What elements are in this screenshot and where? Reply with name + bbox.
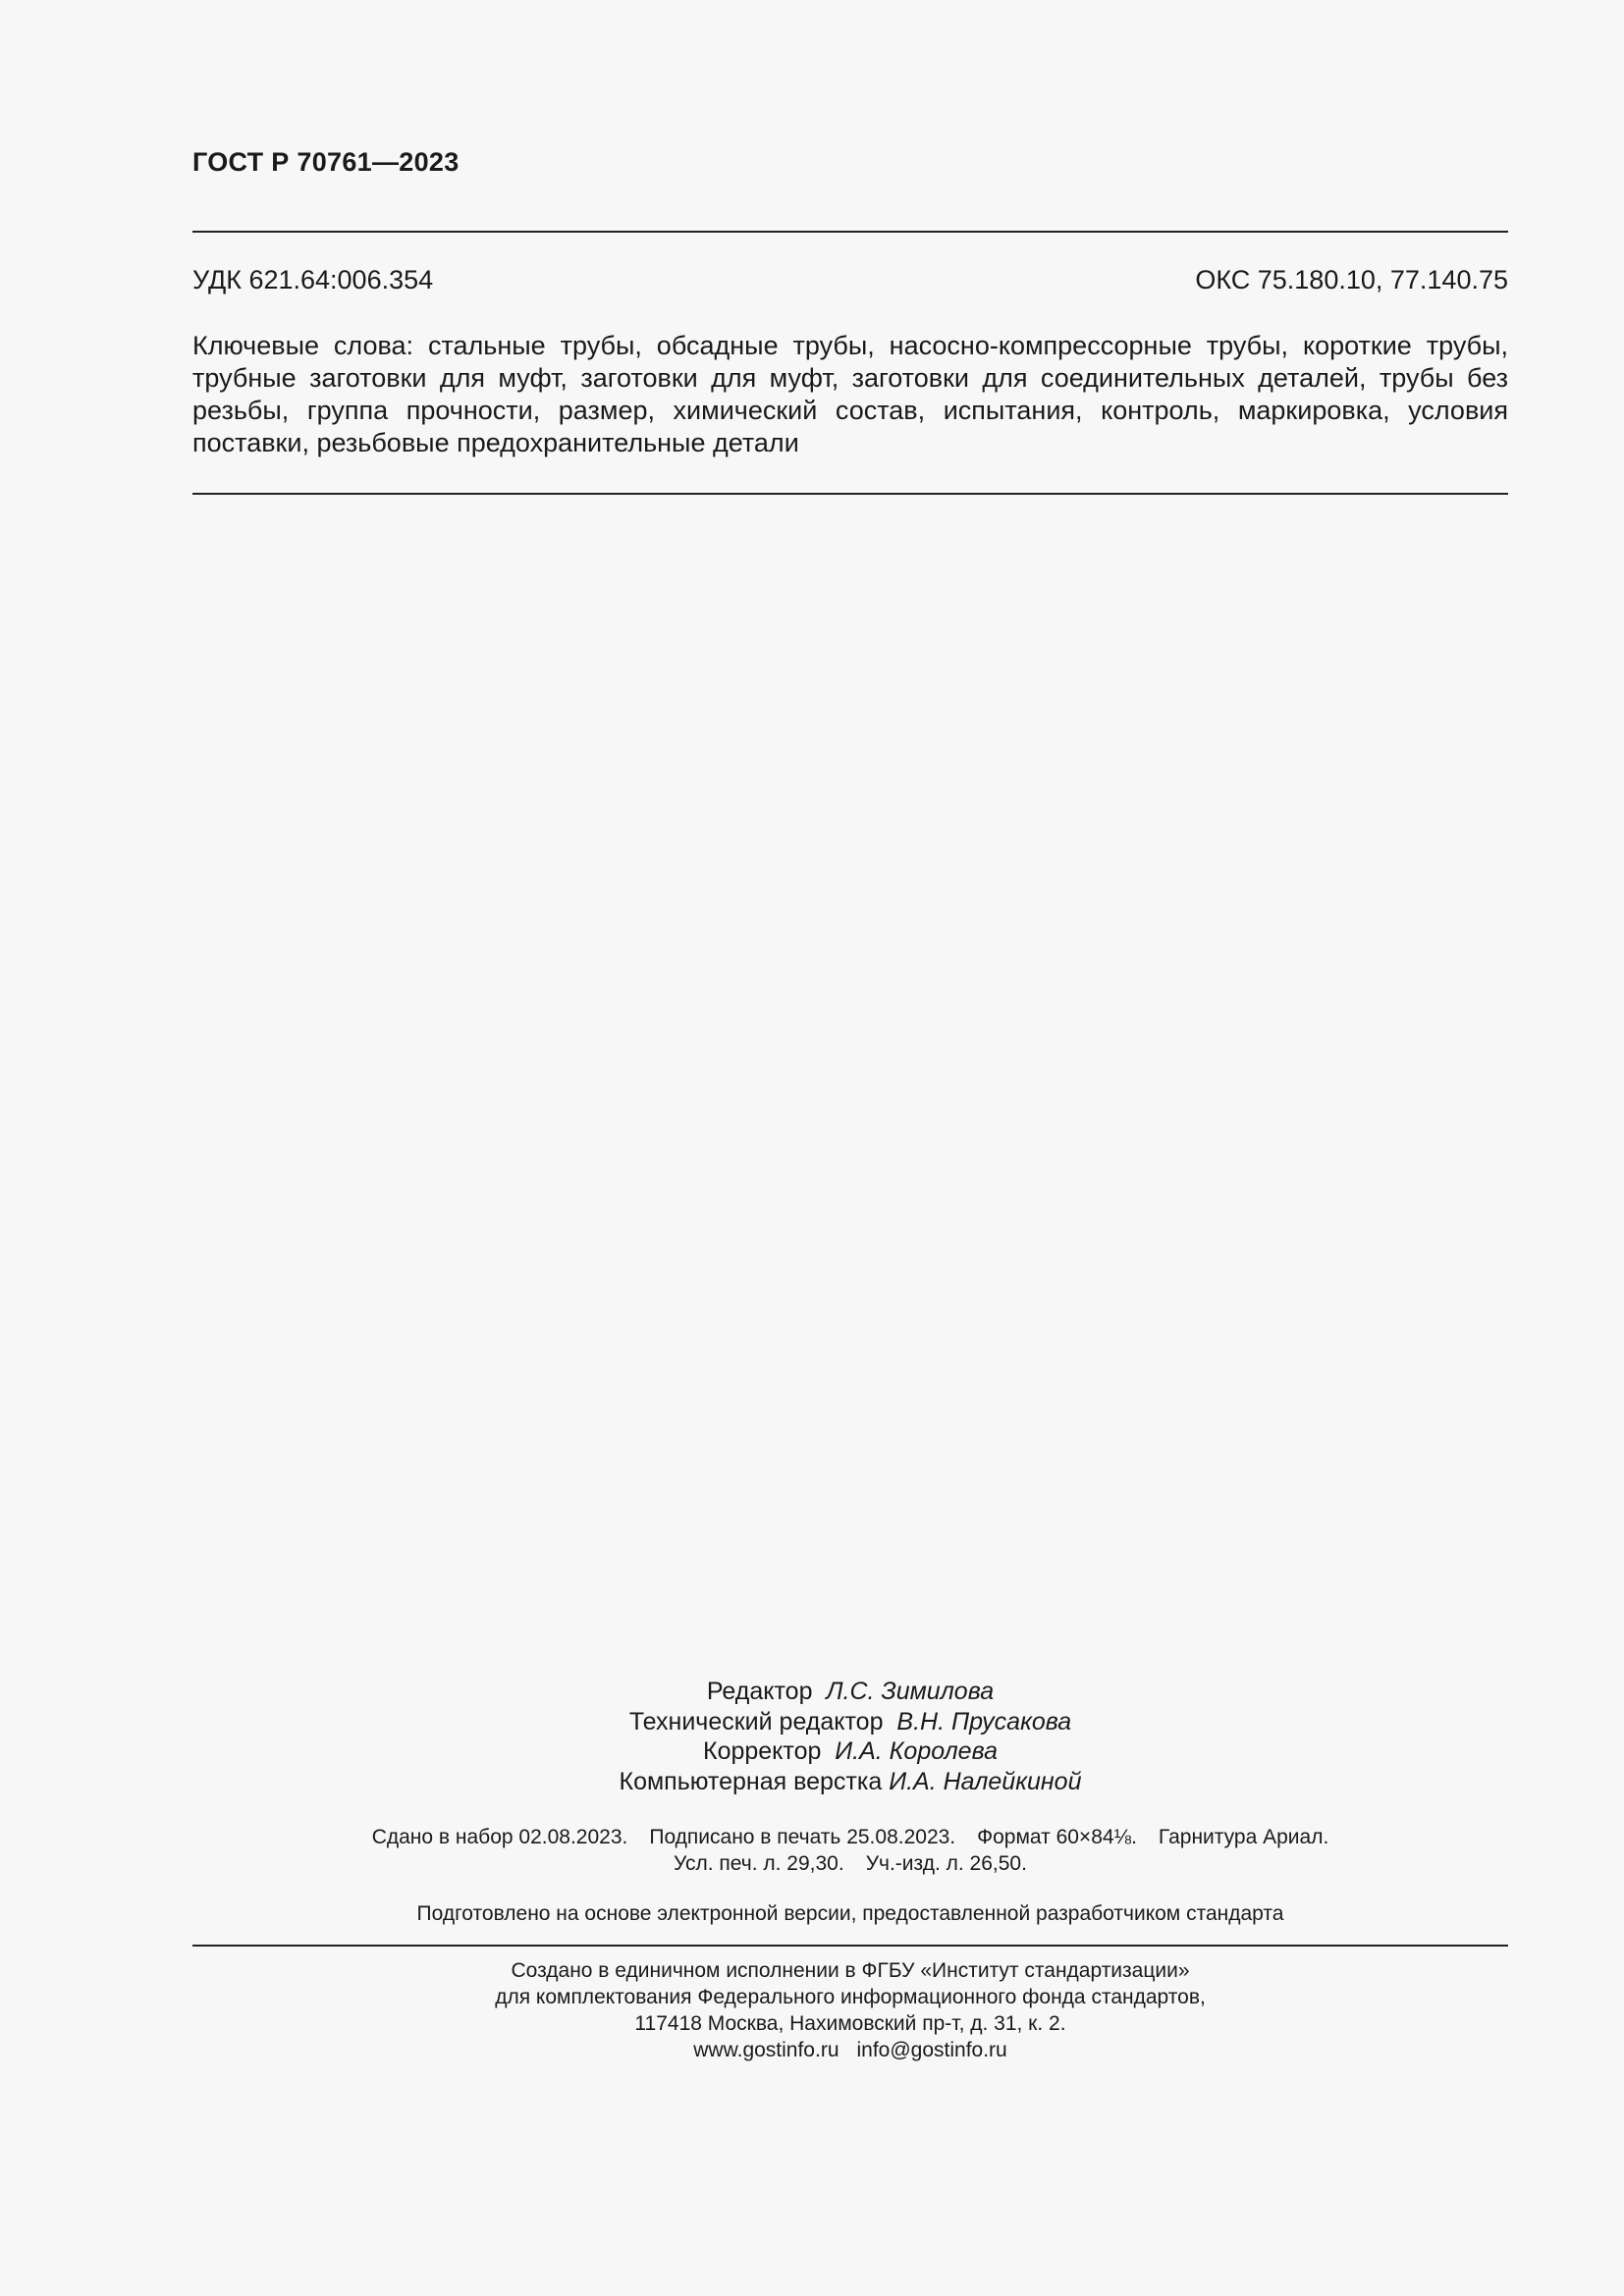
print-info-line-2 <box>192 1850 1508 1877</box>
credit-proofreader <box>192 1736 1508 1767</box>
credit-editor <box>192 1677 1508 1707</box>
credit-role: Корректор <box>703 1737 822 1765</box>
print-format: Формат 60×84⅛. <box>977 1826 1137 1848</box>
credit-name: В.Н. Прусакова <box>896 1707 1072 1735</box>
credit-name: И.А. Налейкиной <box>889 1767 1082 1795</box>
keywords-divider <box>192 493 1508 495</box>
publisher-line-2: для комплектования Федерального информационного фонда стандартов, <box>495 1986 1206 2008</box>
credit-layout <box>192 1767 1508 1797</box>
print-info-line-1 <box>192 1824 1508 1850</box>
publisher-divider <box>192 1945 1508 1947</box>
credit-role: Компьютерная верстка <box>619 1767 883 1795</box>
top-divider <box>192 231 1508 233</box>
udk-code: УДК 621.64:006.354 <box>192 265 434 294</box>
credits-block <box>192 1677 1508 1796</box>
website-link[interactable]: www.gostinfo.ru <box>693 2039 839 2061</box>
print-sheets: Усл. печ. л. 29,30. <box>674 1852 844 1875</box>
publisher-address: 117418 Москва, Нахимовский пр-т, д. 31, к. 2. <box>634 2012 1066 2035</box>
credit-technical-editor <box>192 1707 1508 1737</box>
document-code: ГОСТ Р 70761—2023 <box>192 147 460 177</box>
print-info-block <box>192 1824 1508 1877</box>
publisher-line-1: Создано в единичном исполнении в ФГБУ «Институт стандартизации» <box>511 1959 1190 1982</box>
oks-code: ОКС 75.180.10, 77.140.75 <box>1195 265 1508 294</box>
credit-name: Л.С. Зимилова <box>826 1678 995 1705</box>
edit-sheets: Уч.-изд. л. 26,50. <box>865 1852 1027 1875</box>
credit-role: Технический редактор <box>628 1707 884 1735</box>
prepared-note: Подготовлено на основе электронной версии, предоставленной разработчиком стандарта <box>416 1902 1284 1925</box>
document-page <box>192 0 1508 2296</box>
submitted-date: Сдано в набор 02.08.2023. <box>371 1826 628 1848</box>
publisher-contacts <box>192 2037 1508 2063</box>
typeface: Гарнитура Ариал. <box>1158 1826 1329 1848</box>
publisher-block <box>192 1957 1508 2063</box>
signed-date: Подписано в печать 25.08.2023. <box>649 1826 956 1848</box>
classification-row <box>192 265 1508 295</box>
credit-role: Редактор <box>706 1678 813 1705</box>
keywords-paragraph: Ключевые слова: стальные трубы, обсадные трубы, насосно-компрессорные трубы, короткие трубы, трубные заготовки для муфт, заготовки для муфт, заготовки для соединительных деталей, трубы без резьбы, группа прочности, размер, химический состав, испытания, контроль, маркировка, условия поставки, резьбовые предохранительные детали <box>192 331 1508 457</box>
email-link[interactable]: info@gostinfo.ru <box>856 2039 1007 2061</box>
credit-name: И.А. Королева <box>835 1737 998 1765</box>
